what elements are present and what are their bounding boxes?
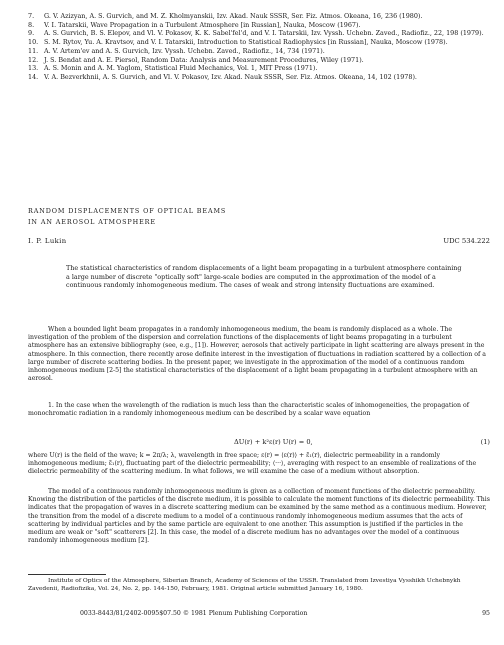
reference-item (28, 12, 488, 21)
footnote-divider (28, 574, 106, 575)
reference-text: A. S. Gurvich, B. S. Elepov, and Vl. V. Pokasov, K. K. Sabel'fel'd, and V. I. Tatarskii, Izv. Vyssh. Uchebn. Zaved., Radiofiz., 22, 198 (1979). (44, 29, 484, 38)
reference-item (28, 47, 488, 56)
reference-text: A. V. Artem'ev and A. S. Gurvich, Izv. Vyssh. Uchebn. Zaved., Radiofiz., 14, 734 (1971). (44, 46, 325, 55)
equation-number: (1) (480, 438, 490, 446)
reference-text: V. I. Tatarskii, Wave Propagation in a Turbulent Atmosphere [in Russian], Nauka, Moscow (1967). (44, 20, 361, 29)
reference-number: 8. (28, 20, 35, 29)
footnote-text: Institute of Optics of the Atmosphere, Siberian Branch, Academy of Sciences of the USSR. Translated from Izvestiya Vysshikh Uchebnykh Zavedenii, Radiofizika, Vol. 24, No. 2, pp. 144-150, February, 1981. Original article submitted January 16, 1980. (28, 578, 461, 592)
body-paragraph (28, 402, 490, 418)
page-number: 95 (482, 610, 490, 617)
paragraph-text: The model of a continuous randomly inhomogeneous medium is given as a collection of moment functions of the dielectric permeability. Knowing the distribution of the particles of the discrete medium, it is possible to calculate the moment functions of its dielectric permeability. This indicates that the propagation of waves in a discrete scattering medium can be examined by the same method as a continuous medium. However, the transition from the model of a discrete medium to a model of a continuous randomly inhomogeneous medium assumes that the acts of scattering by individual particles and by the same particle are equivalent to one another. This assumption is justified if the particles in the medium are weak or "soft" scatterers [2]. In this case, the model of a discrete medium has no advantages over the model of a continuous randomly inhomogeneous medium [2]. (28, 488, 490, 545)
reference-number: 7. (28, 12, 35, 20)
reference-item (28, 29, 488, 38)
reference-item (28, 21, 488, 30)
reference-text: S. M. Rytov, Yu. A. Kravtsov, and V. I. Tatarskii, Introduction to Statistical Radiophysics [in Russian], Nauka, Moscow (1978). (44, 38, 448, 47)
udc-code: UDC 534.222 (443, 237, 490, 245)
reference-text: A. S. Monin and A. M. Yaglom, Statistical Fluid Mechanics, Vol. 1, MIT Press (1971). (44, 64, 318, 73)
article-title (28, 206, 226, 228)
article-title-line: IN AN AEROSOL ATMOSPHERE (28, 218, 156, 226)
reference-number: 14. (28, 72, 39, 81)
reference-list (28, 12, 488, 82)
reference-text: J. S. Bendat and A. E. Piersol, Random Data: Analysis and Measurement Procedures, Wiley (1971). (44, 55, 364, 64)
reference-number: 11. (28, 46, 39, 55)
abstract: The statistical characteristics of random displacements of a light beam propagating in a turbulent atmosphere containing a large number of discrete "optically soft" large-scale bodies are computed in the approximation of the model of a continuous randomly inhomogeneous medium. The cases of weak and strong intensity fluctuations are examined. (66, 264, 462, 290)
article-title-line: RANDOM DISPLACEMENTS OF OPTICAL BEAMS (28, 207, 227, 215)
body-paragraph (28, 488, 490, 545)
reference-number: 13. (28, 64, 39, 73)
body-paragraph (28, 452, 490, 477)
reference-item (28, 38, 488, 47)
paragraph-text: where U(r) is the field of the wave; k = 2π/λ; λ, wavelength in free space; ε(r) = ⟨ε(r)⟩ + ε̃₁(r), dielectric permeability in a randomly inhomogeneous medium; ε̃₁(r), fluctuating part of the dielectric permeability; ⟨···⟩, averaging with respect to an ensemble of realizations of the dielectric permeability of the scattering medium. In what follows, we will examine the case of a medium without absorption. (28, 452, 477, 476)
reference-item (28, 56, 488, 65)
equation-expression: ΔU(r) + k²ε(r) U(r) = 0, (234, 438, 313, 446)
paragraph-text: When a bounded light beam propagates in a randomly inhomogeneous medium, the beam is randomly displaced as a whole. The investigation of the problem of the dispersion and correlation functions of the displacements of light beams propagating in a turbulent atmosphere has an extensive bibliography (see, e.g., [1]). However, aerosols that actively participate in light scattering are always present in the atmosphere. In this connection, there recently arose definite interest in the investigation of fluctuations in radiation scattered by a collection of a large number of discrete scattering bodies. In the present paper, we investigate in the approximation of the model of a continuous random inhomogeneous medium [2-5] the statistical characteristics of the displacement of a light beam propagating in a turbulent atmosphere with an aerosol. (28, 326, 486, 383)
reference-number: 12. (28, 55, 39, 64)
publication-code: 0033-8443/81/2402-0095$07.50 © 1981 Plenum Publishing Corporation (80, 610, 308, 617)
paragraph-text: 1. In the case when the wavelength of the radiation is much less than the characteristic scales of inhomogeneities, the propagation of monochromatic radiation in a randomly inhomogeneous medium can be described by a scalar wave equation (28, 402, 470, 418)
reference-number: 10. (28, 38, 39, 47)
body-paragraph (28, 326, 490, 383)
reference-text: V. A. Bezverkhnii, A. S. Gurvich, and Vl. V. Pokasov, Izv. Akad. Nauk SSSR, Ser. Fiz. Atmos. Okeana, 14, 102 (1978). (44, 72, 417, 81)
reference-item (28, 73, 488, 82)
footnote (28, 577, 490, 593)
author-name: I. P. Lukin (28, 237, 67, 245)
reference-number: 9. (28, 29, 35, 38)
reference-text: G. V. Azizyan, A. S. Gurvich, and M. Z. Kholmyanskii, Izv. Akad. Nauk SSSR, Ser. Fiz. Atmos. Okeana, 16, 236 (1980). (44, 12, 423, 20)
reference-item (28, 64, 488, 73)
